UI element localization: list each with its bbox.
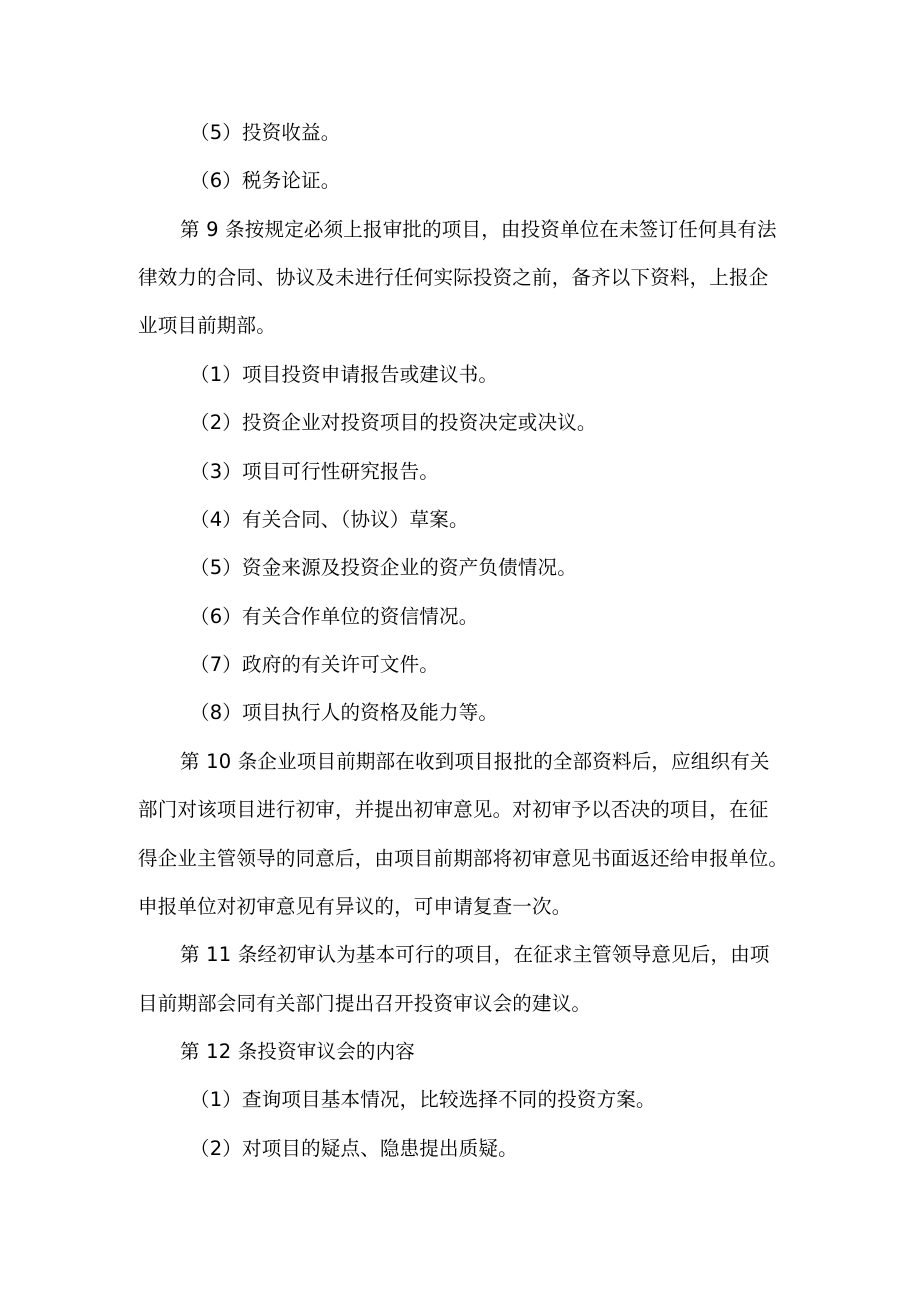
paragraph-line: 第 10 条企业项目前期部在收到项目报批的全部资料后，应组织有关 xyxy=(180,750,770,773)
list-item: （4）有关合同、（协议）草案。 xyxy=(190,508,469,531)
paragraph-line: 得企业主管领导的同意后，由项目前期部将初审意见书面返还给申报单位。 xyxy=(138,847,789,870)
list-item: （5）资金来源及投资企业的资产负债情况。 xyxy=(190,556,577,579)
paragraph-line: 申报单位对初审意见有异议的，可申请复查一次。 xyxy=(138,895,572,918)
list-item: （5）投资收益。 xyxy=(190,121,341,144)
list-item: （2）对项目的疑点、隐患提出质疑。 xyxy=(190,1137,518,1160)
paragraph-line: 业项目前期部。 xyxy=(138,314,276,337)
list-item: （6）有关合作单位的资信情况。 xyxy=(190,605,479,628)
list-item: （6）税务论证。 xyxy=(190,169,341,192)
list-item: （1）项目投资申请报告或建议书。 xyxy=(190,363,499,386)
list-item: （2）投资企业对投资项目的投资决定或决议。 xyxy=(190,411,597,434)
paragraph-line: 律效力的合同、协议及未进行任何实际投资之前，备齐以下资料，上报企 xyxy=(138,266,769,289)
paragraph-line: 目前期部会同有关部门提出召开投资审议会的建议。 xyxy=(138,992,592,1015)
list-item: （3）项目可行性研究报告。 xyxy=(190,460,440,483)
section-heading: 第 12 条投资审议会的内容 xyxy=(180,1040,416,1063)
paragraph-line: 部门对该项目进行初审，并提出初审意见。对初审予以否决的项目，在征 xyxy=(138,798,769,821)
paragraph-line: 第 9 条按规定必须上报审批的项目，由投资单位在未签订任何具有法 xyxy=(180,218,777,241)
list-item: （8）项目执行人的资格及能力等。 xyxy=(190,701,499,724)
list-item: （7）政府的有关许可文件。 xyxy=(190,653,440,676)
list-item: （1）查询项目基本情况，比较选择不同的投资方案。 xyxy=(190,1088,656,1111)
paragraph-line: 第 11 条经初审认为基本可行的项目，在征求主管领导意见后，由项 xyxy=(180,943,770,966)
